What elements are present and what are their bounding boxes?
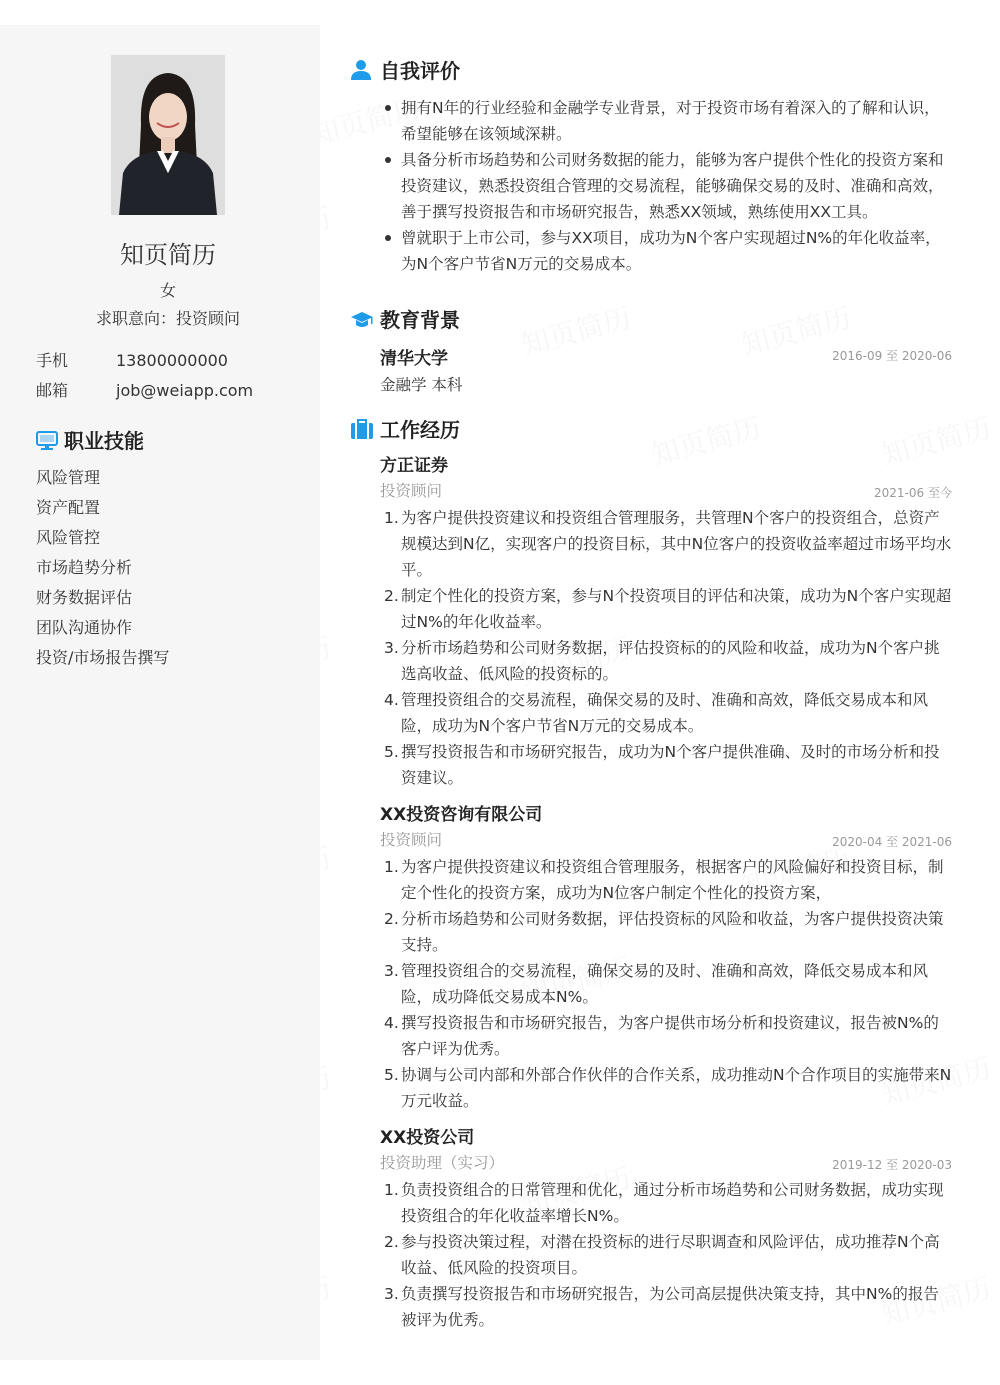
job-date: 2019-12 至 2020-03 <box>832 1158 952 1172</box>
email-value: job@weiapp.com <box>116 381 254 400</box>
skills-title: 职业技能 <box>64 429 144 453</box>
profile-gender: 女 <box>159 281 176 300</box>
job-duties <box>380 1177 952 1333</box>
self-eval-heading <box>350 55 460 86</box>
phone-label: 手机 <box>36 351 69 370</box>
duty-item: 2. 参与投资决策过程，对潜在投资标的进行尽职调查和风险评估，成功推荐N个高收益、低风险的投资项目。 <box>384 1233 940 1277</box>
skill-item: 投资/市场报告撰写 <box>36 648 170 667</box>
job-role-label: 投资顾问 <box>380 482 443 500</box>
duty-item: 3. 管理投资组合的交易流程，确保交易的及时、准确和高效，降低交易成本和风险，成功降低交易成本N%。 <box>384 962 929 1006</box>
skill-item: 风险管理 <box>36 468 101 487</box>
profile-name: 知页简历 <box>120 241 216 269</box>
job-entry <box>380 803 952 1114</box>
skill-item: 资产配置 <box>36 498 101 517</box>
job-date: 2021-06 至今 <box>874 486 952 500</box>
work-heading <box>350 414 460 445</box>
phone-value: 13800000000 <box>116 351 228 370</box>
job-date: 2020-04 至 2021-06 <box>832 835 952 849</box>
self-eval-title: 自我评价 <box>380 59 460 83</box>
skills-list <box>36 463 169 673</box>
self-eval-item: 曾就职于上市公司，参与XX项目，成功为N个客户实现超过N%的年化收益率，为N个客户节省N万元的交易成本。 <box>380 225 955 277</box>
skills-heading <box>36 425 144 456</box>
school-name: 清华大学 <box>380 349 448 369</box>
skill-item: 市场趋势分析 <box>36 558 133 577</box>
sidebar <box>0 25 320 1360</box>
duty-item: 4. 管理投资组合的交易流程，确保交易的及时、准确和高效，降低交易成本和风险，成功为N个客户节省N万元的交易成本。 <box>384 691 929 735</box>
skill-item: 团队沟通协作 <box>36 618 133 637</box>
duty-item: 3. 分析市场趋势和公司财务数据，评估投资标的的风险和收益，成功为N个客户挑选高收益、低风险的投资标的。 <box>384 639 940 683</box>
duty-item: 3. 负责撰写投资报告和市场研究报告，为公司高层提供决策支持，其中N%的报告被评为优秀。 <box>384 1285 939 1329</box>
company-name: XX投资咨询有限公司 <box>380 805 543 825</box>
skill-item: 风险管控 <box>36 528 101 547</box>
self-eval-item: 具备分析市场趋势和公司财务数据的能力，能够为客户提供个性化的投资方案和投资建议，熟悉投资组合管理的交易流程，能够确保交易的及时、准确和高效，善于撰写投资报告和市场研究报告，熟悉XX领域，熟练使用XX工具。 <box>380 147 955 225</box>
job-role <box>380 479 952 503</box>
duty-item: 5. 协调与公司内部和外部合作伙伴的合作关系，成功推动N个合作项目的实施带来N万元收益。 <box>384 1066 952 1110</box>
education-title: 教育背景 <box>380 308 460 332</box>
job-role <box>380 1151 952 1175</box>
email-row <box>36 378 253 401</box>
job-intent: 求职意向：投资顾问 <box>95 309 240 328</box>
job-role-label: 投资助理（实习） <box>380 1154 505 1172</box>
education-heading <box>350 304 460 335</box>
duty-item: 1. 负责投资组合的日常管理和优化，通过分析市场趋势和公司财务数据，成功实现投资组合的年化收益率增长N%。 <box>384 1181 944 1225</box>
graduation-cap-icon <box>350 310 372 335</box>
briefcase-icon <box>350 418 372 445</box>
job-role <box>380 828 952 852</box>
job-entry <box>380 454 952 791</box>
job-duties <box>380 854 952 1114</box>
duty-item: 5. 撰写投资报告和市场研究报告，成功为N个客户提供准确、及时的市场分析和投资建议。 <box>384 743 940 787</box>
email-label: 邮箱 <box>36 381 69 400</box>
job-role-label: 投资顾问 <box>380 831 443 849</box>
work-title: 工作经历 <box>380 418 460 442</box>
education-major: 金融学 本科 <box>380 376 463 394</box>
avatar <box>111 55 225 215</box>
job-duties <box>380 505 952 791</box>
duty-item: 2. 制定个性化的投资方案，参与N个投资项目的评估和决策，成功为N个客户实现超过N%的年化收益率。 <box>384 587 952 631</box>
user-icon <box>350 59 372 86</box>
phone-row <box>36 348 228 371</box>
monitor-icon <box>36 431 58 456</box>
duty-item: 1. 为客户提供投资建议和投资组合管理服务，共管理N个客户的投资组合，总资产规模达到N亿，实现客户的投资目标，其中N位客户的投资收益率超过市场平均水平。 <box>384 509 952 579</box>
duty-item: 4. 撰写投资报告和市场研究报告，为客户提供市场分析和投资建议，报告被N%的客户评为优秀。 <box>384 1014 939 1058</box>
company-name: XX投资公司 <box>380 1128 475 1148</box>
education-date: 2016-09 至 2020-06 <box>832 349 952 363</box>
skill-item: 财务数据评估 <box>36 588 133 607</box>
duty-item: 1. 为客户提供投资建议和投资组合管理服务，根据客户的风险偏好和投资目标，制定个性化的投资方案，成功为N位客户制定个性化的投资方案， <box>384 858 944 902</box>
self-eval-item: 拥有N年的行业经验和金融学专业背景，对于投资市场有着深入的了解和认识，希望能够在该领域深耕。 <box>380 95 955 147</box>
company-name: 方正证券 <box>380 456 448 476</box>
job-entry <box>380 1126 952 1333</box>
self-eval-list <box>380 95 955 277</box>
duty-item: 2. 分析市场趋势和公司财务数据，评估投资标的风险和收益，为客户提供投资决策支持。 <box>384 910 944 954</box>
